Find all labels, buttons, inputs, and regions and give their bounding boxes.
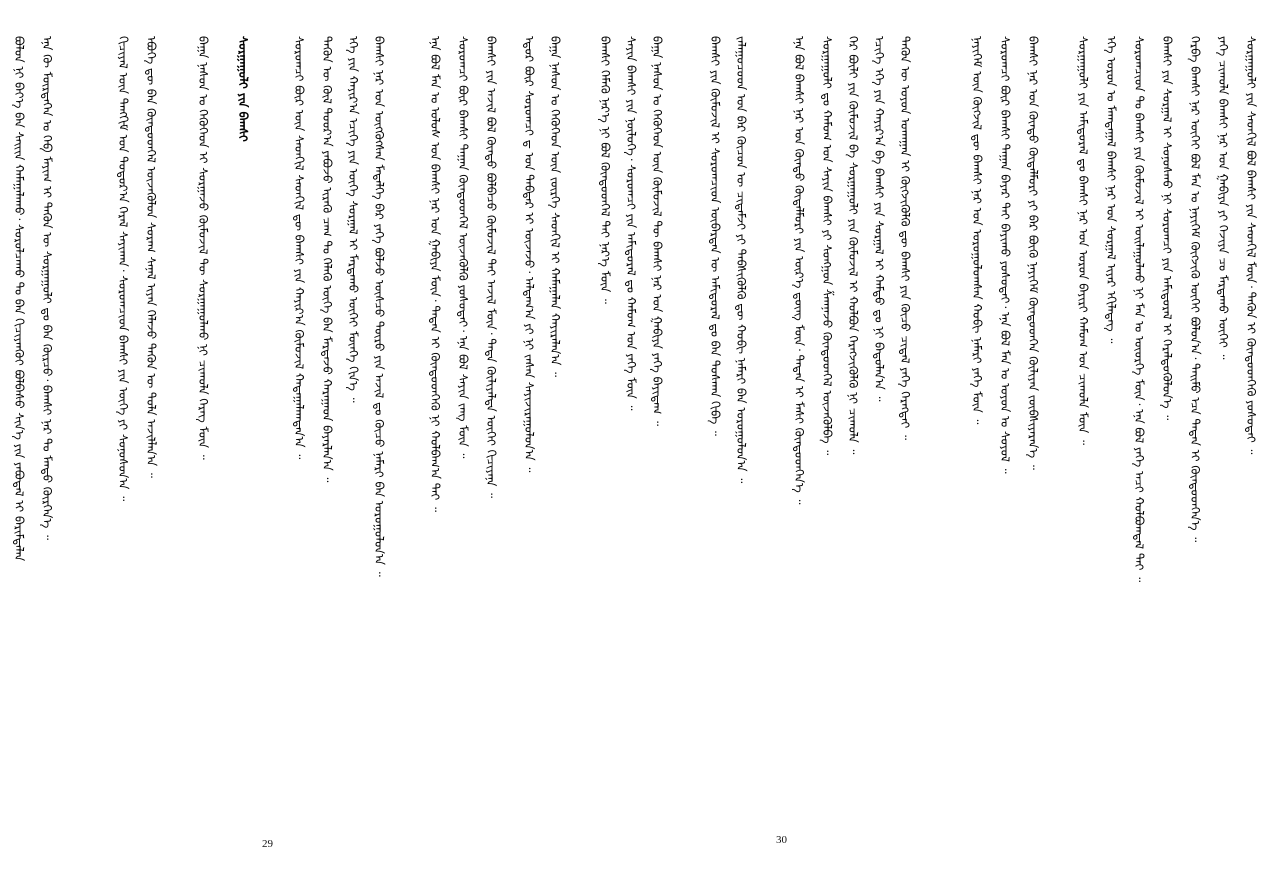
text-column: ᠰᠤᠷᠭᠠᠭᠤᠯᠢ ᠳᠤ ᠬᠠᠮᠤᠭ ᠤᠨ ᠰᠠᠶᠢᠨ ᠪᠠᠭᠰᠢ ᠶᠢ ᠰᠣᠩᠭᠤᠨ ᠱᠠᠭᠨᠠᠵᠤ ᠬᠦᠨᠳᠦᠳᠬᠡᠯ ᠦᠵᠡᠭᠦᠯᠪᠡ ᠃ — [820, 36, 834, 456]
text-column: ᠭᠡᠷ ᠪᠦᠯᠢ ᠶᠢᠨ ᠬᠦᠮᠦᠵᠢᠯ ᠪᠠ ᠰᠤᠷᠭᠠᠭᠤᠯᠢ ᠶᠢᠨ ᠬᠦᠮᠦᠵᠢᠯ ᠢ ᠬᠣᠯᠪᠣᠨ ᠬᠡᠷᠡᠭᠵᠢᠭᠦᠯᠬᠦ ᠨᠢ ᠴᠢᠬᠤᠯᠠ ᠃ — [846, 36, 860, 455]
text-column: ᠪᠠᠭᠰᠢ ᠶᠢᠨ ᠬᠦᠮᠦᠵᠢᠯ ᠢ ᠰᠤᠷᠤᠭᠴᠢᠳ ᠥᠪᠡᠷᠲᠡᠨ ᠦ ᠠᠮᠢᠳᠤᠷᠠᠯ ᠳᠤ ᠪᠠᠨ ᠲᠤᠰᠬᠠᠨ ᠬᠢᠪᠡ ᠃ — [708, 36, 722, 436]
text-column: ᠰᠤᠷᠭᠠᠭᠤᠯᠢ ᠶᠢᠨ ᠠᠮᠢᠳᠤᠷᠠᠯ ᠳᠤ ᠪᠠᠭᠰᠢ ᠨᠠᠷ ᠤᠨ ᠣᠷᠣᠨ ᠪᠠᠶᠢᠷᠢ ᠬᠠᠮᠤᠭ ᠤᠨ ᠴᠢᠬᠤᠯᠠ ᠮᠥᠨ ᠃ — [1076, 36, 1090, 445]
text-column — [1264, 36, 1278, 836]
text-column: ᠡᠴᠢᠭᠡ ᠡᠬᠡ ᠶᠢᠨ ᠬᠠᠶᠢᠷ᠎ᠠ ᠪᠠ ᠪᠠᠭᠰᠢ ᠶᠢᠨ ᠰᠤᠷᠭᠠᠯ ᠢ ᠬᠠᠮᠲᠤ ᠳᠤ ᠨᠢ ᠪᠠᠲᠤᠯᠠᠨ᠎ᠠ ᠃ — [872, 36, 886, 402]
text-column: ᠡᠬᠡ ᠶᠢᠨ ᠬᠠᠶᠢᠷ᠎ᠠ ᠡᠴᠢᠭᠡ ᠶᠢᠨ ᠦᠭᠡ ᠰᠤᠷᠭᠠᠯ ᠢ ᠮᠠᠷᠲᠠᠬᠤ ᠦᠭᠡᠢ ᠮᠥᠨᠬᠡ ᠬᠢᠨ᠎ᠡ ᠃ — [346, 36, 360, 403]
text-column: ᠰᠤᠷᠤᠭᠴᠢᠳ ᠲᠤ ᠪᠠᠭᠰᠢ ᠶᠢᠨ ᠬᠦᠮᠦᠵᠢᠯ ᠢ ᠣᠢᠯᠠᠭᠤᠯᠬᠤ ᠨᠢ ᠮᠠᠨ ᠤ ᠦᠦᠷᠭᠡ ᠮᠥᠨ᠂ ᠡᠨᠡ ᠪᠣᠯ ᠶᠡᠬᠡ ᠠᠴᠢ ᠬᠣᠯᠪᠣᠭᠳᠠᠯ ᠲᠠᠢ ᠃ — [1132, 36, 1146, 583]
text-column: ᠡᠨᠡ ᠬᠦ ᠮᠦᠷᠲᠡᠭᠡᠨ ᠤ ᠬᠡᠪ ᠮᠠᠶᠢᠭ ᠢ ᠲᠡᠭᠦᠨ ᠦ ᠰᠤᠷᠭᠠᠭᠤᠯᠢ ᠳᠤ ᠪᠠᠨ ᠬᠦᠷᠴᠦ᠂ ᠪᠠᠭᠰᠢ ᠨᠠᠷ ᠲᠤ ᠮᠡᠨᠳᠦ ᠬᠦᠷᠭᠡᠨ᠎ᠡ ᠃ — [40, 36, 54, 540]
page-number: 29 — [262, 838, 273, 850]
text-column: ᠡᠨᠡ ᠪᠣᠯ ᠮᠠᠨ ᠤ ᠤᠯᠤᠰ ᠤᠨ ᠪᠠᠭᠰᠢ ᠨᠠᠷ ᠤᠨ ᠭᠠᠪᠢᠶᠠ ᠮᠥᠨ᠂ ᠲᠡᠳᠡᠨ ᠢ ᠬᠦᠨᠳᠦᠳᠬᠡᠬᠦ ᠨᠢ ᠬᠣᠯᠪᠠᠭ᠎ᠠ ᠲᠠᠢ ᠃ — [428, 36, 442, 513]
text-column: ᠪᠠᠭᠰᠢ ᠨᠠᠷ ᠤᠨ ᠥᠭᠭᠦᠭᠰᠡᠨ ᠮᠡᠳᠡᠯᠭᠡ ᠪᠠᠷ ᠶᠡᠬᠡ ᠪᠣᠯᠵᠤ ᠥᠰᠴᠦ ᠲᠥᠷᠦ ᠶᠢᠨ ᠠᠵᠢᠯ ᠳᠤ ᠬᠦᠴᠦ ᠨᠡᠮᠡᠷᠢ ᠪᠡᠨ ᠣᠷᠣᠭᠤᠯᠤᠨ᠎ᠠ ᠃ — [372, 36, 386, 577]
text-column: ᠪᠠᠭᠰᠢ ᠬᠡᠮᠡᠬᠦ ᠨᠡᠷ᠎ᠡ ᠨᠢ ᠪᠣᠯ ᠬᠦᠨᠳᠦᠳᠬᠡᠯ ᠲᠡᠢ ᠨᠡᠷ᠎ᠡ ᠮᠥᠨ ᠃ — [598, 36, 612, 304]
text-column: ᠰᠠᠶᠢᠨ ᠪᠠᠭᠰᠢ ᠶᠢᠨ ᠨᠥᠯᠦᠭᠡ᠂ ᠰᠤᠷᠤᠭᠴᠢ ᠶᠢᠨ ᠠᠮᠢᠳᠤᠷᠠᠯ ᠳᠤ ᠬᠠᠮᠤᠭ ᠤᠨ ᠶᠡᠬᠡ ᠮᠥᠨ ᠃ — [624, 36, 638, 411]
page-number: 30 — [776, 834, 787, 846]
text-column: ᠪᠠᠭᠠ ᠨᠠᠰᠤᠨ ᠤ ᠬᠡᠭᠦᠬᠡᠳ ᠦᠨ ᠵᠦᠷᠭᠡ ᠰᠡᠳᠬᠢᠯ ᠢ ᠬᠠᠮᠠᠭᠠᠯᠠᠨ ᠬᠠᠶᠢᠷᠠᠯᠠᠨ᠎ᠠ ᠃ — [548, 36, 562, 378]
text-column: ᠰᠤᠷᠭᠠᠭᠤᠯᠢ ᠶᠢᠨ ᠰᠡᠳᠬᠢᠯ ᠪᠣᠯ ᠪᠠᠭᠰᠢ ᠶᠢᠨ ᠰᠡᠳᠬᠢᠯ ᠮᠥᠨ᠂ ᠲᠡᠭᠦᠨ ᠢ ᠬᠦᠨᠳᠦᠳᠬᠡᠬᠦ ᠶᠣᠰᠤᠲᠠᠢ ᠃ — [1244, 36, 1258, 455]
text-column: ᠪᠠᠭᠠ ᠨᠠᠰᠤᠨ ᠤ ᠬᠡᠭᠦᠬᠡᠳ ᠦᠨ ᠬᠦᠮᠦᠵᠢᠯ ᠲᠦ ᠪᠠᠭᠰᠢ ᠨᠠᠷ ᠤᠨ ᠭᠠᠪᠢᠶᠠ ᠶᠡᠬᠡ ᠪᠠᠶᠢᠳᠠᠭ ᠃ — [650, 36, 664, 427]
section-heading: ᠰᠤᠷᠭᠠᠭᠤᠯᠢ ᠶᠢᠨ ᠪᠠᠭᠰᠢ — [236, 36, 250, 142]
text-column: ᠬᠢᠴᠢᠶᠡᠯ ᠦᠨ ᠲᠠᠩᠬᠢᠮ ᠤᠨ ᠳᠣᠳᠣᠷ᠎ᠠ ᠭᠡᠷᠡᠯ ᠰᠠᠶᠢᠬᠠᠨ᠂ ᠰᠤᠷᠤᠭᠴᠢᠳ ᠪᠠᠭᠰᠢ ᠶᠢᠨ ᠦᠭᠡ ᠶᠢ ᠰᠣᠨᠤᠰᠤᠨ᠎ᠠ ᠃ — [116, 36, 130, 502]
text-column: ᠲᠡᠭᠦᠨ ᠦ ᠣᠶᠤᠨ ᠤᠬᠠᠭᠠᠨ ᠢ ᠬᠥᠭᠵᠢᠭᠦᠯᠬᠦ ᠳᠦ ᠪᠠᠭᠰᠢ ᠶᠢᠨ ᠬᠦᠴᠦ ᠴᠢᠳᠠᠯ ᠶᠡᠬᠡ ᠬᠡᠷᠡᠭᠲᠡᠢ ᠃ — [898, 36, 912, 440]
text-column: ᠬᠡᠷᠪᠡ ᠪᠠᠭᠰᠢ ᠨᠠᠷ ᠦᠭᠡᠢ ᠪᠣᠯ ᠮᠠᠨ ᠤ ᠨᠡᠶᠢᠭᠡᠮ ᠬᠥᠭᠵᠢᠬᠦ ᠦᠭᠡᠢ ᠪᠣᠯᠤᠨ᠎ᠠ᠂ ᠲᠡᠢᠮᠦ ᠡᠴᠡ ᠲᠡᠳᠡᠨ ᠢ ᠬᠦᠨᠳᠦᠳᠬᠡᠨ᠎ᠡ ᠃ — [1188, 36, 1202, 543]
text-column: ᠰᠤᠷᠤᠭᠴᠢ ᠪᠦᠷ ᠪᠠᠭᠰᠢ ᠳᠠᠭᠠᠨ ᠪᠠᠶᠠᠷ ᠲᠡᠢ ᠪᠠᠶᠢᠬᠤ ᠶᠣᠰᠤᠲᠠᠢ᠂ ᠡᠨᠡ ᠪᠣᠯ ᠮᠠᠨ ᠤ ᠣᠶᠤᠨ ᠤ ᠰᠣᠶᠣᠯ ᠃ — [998, 36, 1012, 474]
text-column: ᠰᠤᠷᠤᠭᠴᠢ ᠪᠦᠷ ᠪᠠᠭᠰᠢ ᠳᠠᠭᠠᠨ ᠬᠦᠨᠳᠦᠳᠬᠡᠯ ᠦᠵᠡᠭᠦᠯᠬᠦ ᠶᠣᠰᠤᠲᠠᠢ᠂ ᠡᠨᠡ ᠪᠣᠯ ᠰᠠᠶᠢᠨ ᠵᠠᠩ ᠮᠥᠨ ᠃ — [456, 36, 470, 459]
text-column: ᠡᠬᠡ ᠣᠷᠣᠨ ᠤ ᠮᠠᠭᠲᠠᠭᠠᠯ ᠪᠠᠭᠰᠢ ᠨᠠᠷ ᠤᠨ ᠰᠤᠷᠭᠠᠯ ᠢᠶᠠᠷ ᠡᠬᠢᠯᠡᠳᠡᠭ ᠃ — [1104, 36, 1118, 344]
text-column: ᠲᠡᠭᠦᠨ ᠦ ᠬᠥᠯ ᠳᠣᠣᠷ᠎ᠠ ᠶᠠᠪᠤᠵᠤ ᠢᠷᠡᠬᠦ ᠴᠠᠭ ᠲᠤ ᠬᠡᠯᠡᠬᠦ ᠦᠭᠡ ᠪᠠᠨ ᠮᠠᠷᠲᠠᠵᠤ ᠬᠠᠷᠠᠭᠠᠳ ᠪᠠᠶᠠᠷᠯᠠᠨ᠎ᠠ ᠃ — [320, 36, 334, 483]
text-column: ᠪᠣᠯᠤᠨ ᠨᠢ ᠪᠡᠶ᠎ᠡ ᠪᠡᠨ ᠰᠠᠢᠢᠨ ᠬᠠᠮᠠᠭᠠᠯᠠᠬᠤ᠂ ᠰᠤᠷᠤᠯᠴᠠᠬᠤ ᠲᠤ ᠪᠠᠨ ᠬᠢᠴᠢᠶᠡᠨᠭᠦᠢ ᠪᠣᠯᠪᠠᠰᠤ ᠰᠢᠨ᠎ᠡ ᠶᠢᠨ ᠶᠠᠪᠤᠳᠠᠯ ᠢ ᠪᠠᠷᠢᠮᠲᠠᠯᠠᠨ — [12, 36, 26, 562]
text-column: ᠪᠠᠭᠰᠢ ᠶᠢᠨ ᠠᠵᠢᠯ ᠪᠣᠯ ᠬᠦᠨᠳᠦ ᠪᠣᠯᠪᠠᠴᠤ ᠬᠦᠮᠦᠵᠢᠯ ᠲᠡᠢ ᠠᠵᠢᠯ ᠮᠥᠨ᠂ ᠲᠡᠳᠡ ᠬᠦᠯᠢᠶᠡᠯᠲᠡ ᠦᠭᠡᠢ ᠬᠢᠴᠢᠶᠡᠨᠡ ᠃ — [484, 36, 498, 499]
text-column: ᠵᠠᠯᠠᠭᠤᠴᠤᠳ ᠤᠨ ᠪᠠᠷ ᠬᠦᠴᠦᠨ ᠦ ᠴᠢᠳᠠᠮᠵᠢ ᠶᠢ ᠳᠡᠪᠰᠢᠭᠦᠯᠬᠦ ᠳᠦ ᠬᠤᠪᠢ ᠨᠡᠮᠡᠷᠢ ᠪᠡᠨ ᠣᠷᠣᠭᠤᠯᠤᠨ᠎ᠠ ᠃ — [734, 36, 748, 484]
text-column: ᠶᠡᠬᠡ ᠴᠢᠬᠤᠯᠠ ᠪᠠᠭᠰᠢ ᠨᠠᠷ ᠤᠨ ᠭᠠᠪᠢᠶᠠ ᠶᠢ ᠬᠡᠵᠢᠶᠡ ᠴᠤ ᠮᠠᠷᠲᠠᠬᠤ ᠦᠭᠡᠢ ᠃ — [1216, 36, 1230, 360]
text-column: ᠨᠡᠶᠢᠭᠡᠮ ᠦᠨ ᠬᠥᠭᠵᠢᠯ ᠳᠦ ᠪᠠᠭᠰᠢ ᠨᠠᠷ ᠤᠨ ᠣᠷᠣᠭᠤᠯᠤᠭᠰᠠᠨ ᠬᠤᠪᠢ ᠨᠡᠮᠡᠷᠢ ᠶᠡᠬᠡ ᠮᠥᠨ ᠃ — [970, 36, 984, 425]
text-column: ᠰᠤᠷᠤᠭᠴᠢ ᠪᠦᠷ ᠦᠨ ᠰᠡᠳᠬᠢᠯ ᠰᠡᠳᠬᠢᠯ ᠳᠦ ᠪᠠᠭᠰᠢ ᠶᠢᠨ ᠬᠠᠶᠢᠷ᠎ᠠ ᠬᠦᠮᠦᠵᠢᠯ ᠬᠠᠳᠠᠭᠠᠯᠠᠭᠳᠠᠨ᠎ᠠ ᠃ — [292, 36, 306, 460]
text-column: ᠪᠠᠭᠠ ᠨᠠᠰᠤᠨ ᠤ ᠬᠡᠭᠦᠬᠡᠳ ᠢ ᠰᠤᠷᠭᠠᠵᠤ ᠬᠦᠮᠦᠵᠢᠯ ᠲᠦ ᠰᠤᠷᠭᠠᠭᠤᠯᠬᠤ ᠨᠢ ᠴᠢᠬᠤᠯᠠ ᠬᠡᠷᠡᠭ ᠮᠥᠨ ᠃ — [196, 36, 210, 460]
text-column: ᠪᠠᠭᠰᠢ ᠨᠠᠷ ᠤᠨ ᠬᠦᠨᠳᠦ ᠬᠥᠳᠡᠯᠮᠦᠷᠢ ᠶᠢ ᠪᠠᠷ ᠪᠥᠬᠦ ᠨᠡᠶᠢᠭᠡᠮ ᠬᠦᠨᠳᠦᠳᠬᠡᠨ ᠬᠦᠯᠢᠶᠡᠨ ᠵᠥᠪᠰᠢᠶᠡᠷᠡᠨ᠎ᠡ ᠃ — [1026, 36, 1040, 470]
text-column: ᠡᠨᠡ ᠪᠣᠯ ᠪᠠᠭᠰᠢ ᠨᠠᠷ ᠤᠨ ᠬᠦᠨᠳᠦ ᠬᠥᠳᠡᠯᠮᠦᠷᠢ ᠶᠢᠨ ᠦᠷ᠎ᠡ ᠳ᠋ᠦᠩ ᠮᠥᠨ᠂ ᠲᠡᠳᠡᠨ ᠢ ᠮᠠᠰᠢ ᠬᠦᠨᠳᠦᠳᠬᠡᠨ᠎ᠡ ᠃ — [792, 36, 806, 505]
page-right — [640, 0, 1280, 874]
text-column: ᠪᠠᠭᠰᠢ ᠶᠢᠨ ᠰᠤᠷᠭᠠᠯ ᠢ ᠰᠣᠨᠤᠰᠬᠤ ᠨᠢ ᠰᠤᠷᠤᠭᠴᠢ ᠶᠢᠨ ᠠᠮᠢᠳᠤᠷᠠᠯ ᠢ ᠭᠡᠷᠡᠯᠲᠦᠭᠦᠯᠦᠨ᠎ᠡ ᠃ — [1160, 36, 1174, 421]
text-column: ᠡᠪᠦᠭᠡ ᠳᠦ ᠪᠠᠨ ᠬᠦᠨᠳᠦᠳᠬᠡᠯ ᠦᠵᠡᠭᠦᠯᠦᠨ ᠰᠤᠷᠠᠭ ᠰᠠᠨᠠᠯ ᠢᠶᠠᠨ ᠬᠡᠯᠡᠵᠦ ᠲᠡᠭᠦᠨ ᠦ ᠲᠤᠯᠠ ᠠᠵᠢᠯᠯᠠᠨ᠎ᠠ ᠃ — [144, 36, 158, 478]
text-column: ᠡᠳᠦᠷ ᠪᠦᠷ ᠰᠤᠷᠤᠭᠴᠢ ᠳ ᠤᠨ ᠳᠡᠪᠲᠡᠷ ᠢ ᠦᠵᠡᠵᠦ᠂ ᠠᠯᠳᠠᠭ᠎ᠠ ᠶᠢ ᠨᠢ ᠵᠠᠰᠠᠨ ᠰᠠᠶᠢᠵᠢᠷᠠᠭᠤᠯᠤᠨ᠎ᠠ ᠃ — [522, 36, 536, 473]
